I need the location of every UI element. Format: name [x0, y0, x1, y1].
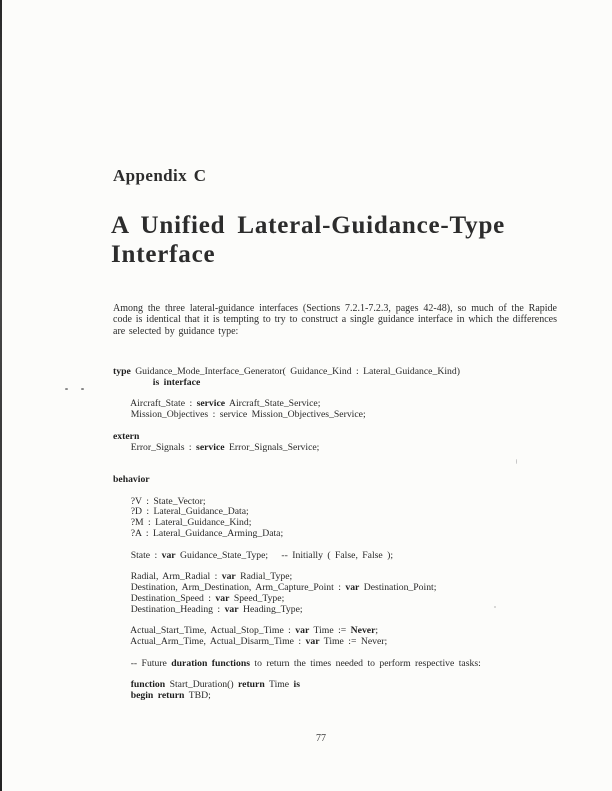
scan-edge-line: [0, 0, 2, 791]
code-line: behavior: [113, 473, 150, 485]
code-line: [113, 453, 481, 464]
code-line: is interface: [152, 376, 201, 388]
code-line: Aircraft_State : service Aircraft_State_Service;: [113, 398, 321, 410]
code-line: State : var Guidance_State_Type; -- Initially ( False, False );: [113, 549, 394, 561]
code-line: ?V : State_Vector;: [113, 495, 206, 507]
appendix-heading: Appendix C: [113, 166, 207, 185]
code-line: function Start_Duration() return Time is: [130, 679, 300, 691]
code-line: ?D : Lateral_Guidance_Data;: [113, 506, 249, 518]
chapter-title-line2: Interface: [111, 241, 216, 268]
intro-paragraph: Among the three lateral-guidance interfaces (Sections 7.2.1-7.2.3, pages 42-48), so much of the Rapide code is identical that it is tempting to try to construct a single guidance interface in which the differences are selected by guidance type:: [113, 303, 557, 337]
code-line: Radial, Arm_Radial : var Radial_Type;: [113, 571, 293, 583]
code-line: Error_Signals : service Error_Signals_Service;: [113, 441, 320, 453]
code-line: Destination_Heading : var Heading_Type;: [113, 603, 303, 615]
code-line: -- Future duration functions to return the times needed to perform respective tasks:: [113, 657, 481, 669]
code-line: Destination, Arm_Destination, Arm_Capture_Point : var Destination_Point;: [113, 581, 437, 593]
scan-speck: [494, 606, 496, 608]
chapter-title: [111, 211, 505, 269]
code-line: Actual_Arm_Time, Actual_Disarm_Time : var Time := Never;: [113, 635, 388, 647]
scan-speck: [81, 388, 84, 390]
code-line: Mission_Objectives : service Mission_Objectives_Service;: [113, 409, 366, 421]
code-line: [113, 464, 481, 475]
scan-speck: [65, 388, 68, 390]
code-line: type Guidance_Mode_Interface_Generator( Guidance_Kind : Lateral_Guidance_Kind): [113, 366, 460, 377]
code-line: begin return TBD;: [130, 689, 211, 701]
code-line: [113, 421, 481, 432]
scan-speck: [516, 459, 517, 464]
code-line: extern: [113, 430, 140, 442]
code-line: Destination_Speed : var Speed_Type;: [113, 592, 285, 604]
code-block: [113, 367, 481, 702]
page-number: 77: [316, 733, 326, 744]
code-line: Actual_Start_Time, Actual_Stop_Time : var Time := Never;: [113, 625, 379, 637]
code-line: ?M : Lateral_Guidance_Kind;: [113, 517, 252, 529]
chapter-title-line1: A Unified Lateral-Guidance-Type: [111, 212, 506, 239]
code-line: ?A : Lateral_Guidance_Arming_Data;: [113, 527, 284, 539]
